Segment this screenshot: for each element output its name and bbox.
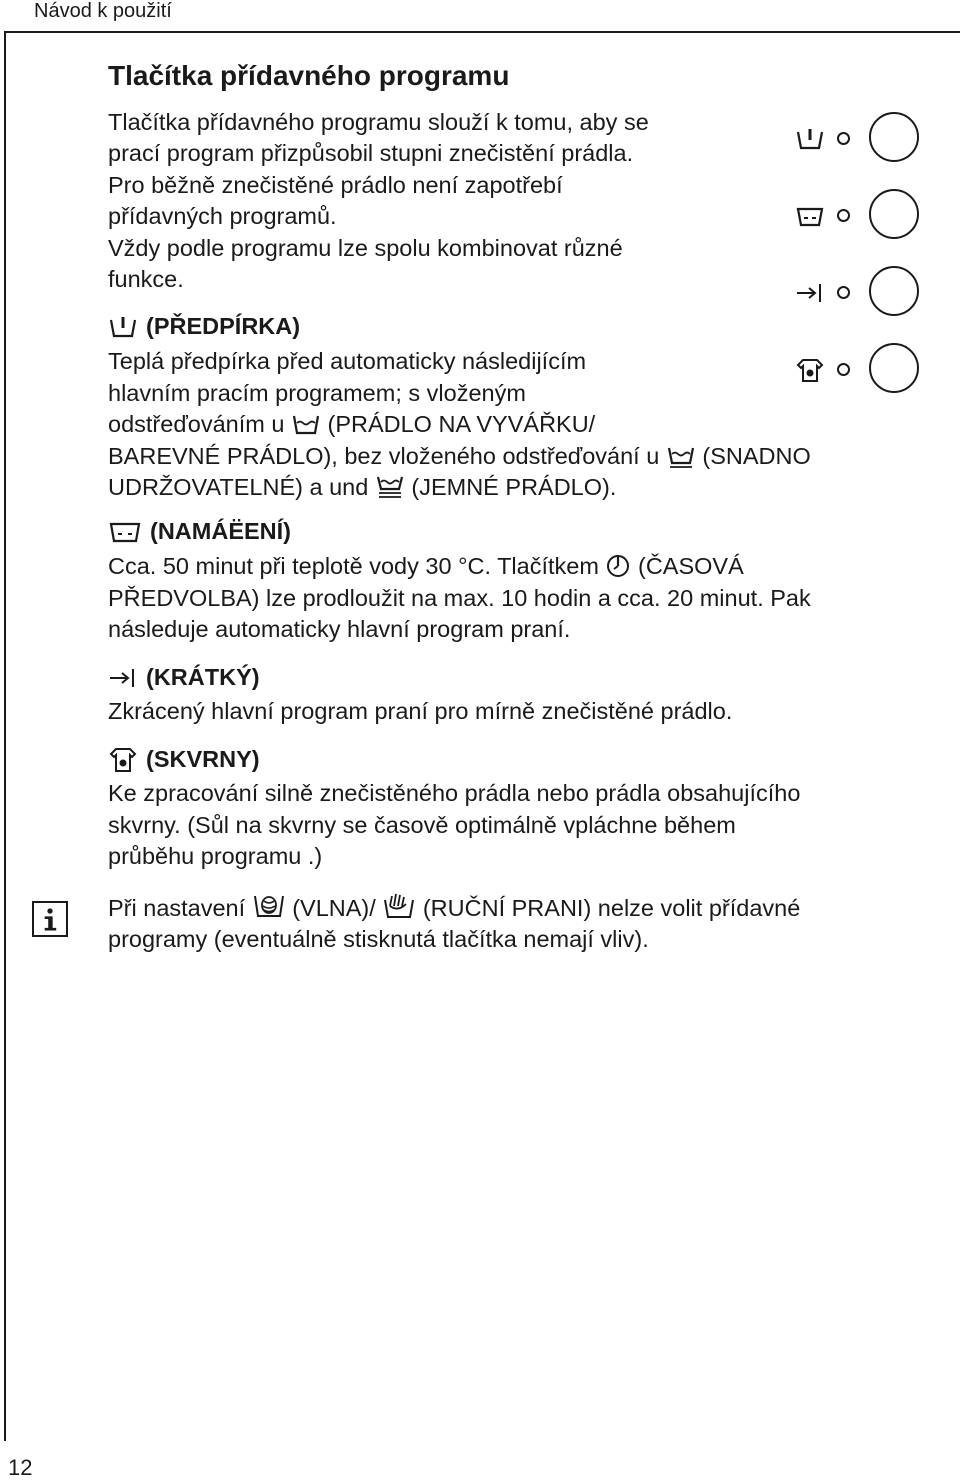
soak-title: (NAMÁËENÍ) (150, 518, 291, 544)
frame-left-rule (4, 31, 6, 1441)
short-title: (KRÁTKÝ) (146, 664, 260, 690)
intro-line: přídavných programů. (108, 203, 337, 230)
info-icon (32, 901, 68, 937)
soak-text: Cca. 50 minut při teplotě vody 30 °C. Tlačítkem (108, 553, 599, 580)
section-title: Tlačítka přídavného programu (108, 60, 510, 91)
wash-tub-delicate-icon (375, 473, 405, 499)
prewash-line (108, 441, 923, 472)
soak-section (108, 516, 923, 646)
soak-line: následuje automaticky hlavní program praní. (108, 616, 571, 643)
soak-line (108, 551, 923, 582)
soak-text: (ČASOVÁ (638, 553, 744, 580)
stain-line: skvrny. (Sůl na skvrny se časově optimálně vpláchne během (108, 811, 736, 838)
soak-icon (108, 519, 142, 545)
hand-wash-icon (382, 892, 416, 920)
page-header: Návod k použití (34, 0, 172, 22)
wool-icon (252, 892, 286, 920)
page-number: 12 (8, 1455, 33, 1480)
prewash-title: (PŘEDPÍRKA) (146, 313, 301, 339)
short-button[interactable] (869, 266, 919, 316)
intro-paragraph (108, 107, 768, 295)
timer-clock-icon (605, 552, 631, 578)
short-heading (108, 662, 923, 693)
intro-line: funkce. (108, 266, 184, 293)
note-text: Při nastavení (108, 895, 246, 921)
prewash-line (108, 472, 923, 503)
short-section (108, 662, 923, 728)
intro-line: Vždy podle programu lze spolu kombinovat různé (108, 234, 623, 261)
note-text: (VLNA)/ (292, 895, 376, 921)
prewash-icon (795, 126, 825, 152)
panel-row-prewash (795, 112, 925, 168)
prewash-heading (108, 311, 923, 342)
prewash-led (837, 132, 850, 145)
prewash-line (108, 409, 923, 440)
panel-row-soak (795, 189, 925, 245)
prewash-text: UDRŽOVATELNÉ) a und (108, 474, 369, 501)
note-text: (RUČNÍ PRANI) nelze volit přídavné (422, 895, 801, 921)
intro-line: prací program přizpůsobil stupni znečistění prádla. (108, 140, 634, 167)
soak-heading (108, 516, 923, 547)
info-note (108, 892, 923, 956)
wash-tub-easycare-icon (666, 444, 696, 468)
stain-line: Ke zpracování silně znečistěného prádla nebo prádla obsahujícího (108, 780, 801, 807)
prewash-text: (JEMNÉ PRÁDLO). (411, 474, 617, 501)
stain-icon (108, 746, 138, 774)
prewash-icon (108, 314, 138, 340)
wash-tub-95-icon (291, 412, 321, 436)
prewash-text: (PRÁDLO NA VYVÁŘKU/ (327, 411, 596, 438)
frame-top-rule (4, 31, 960, 33)
short-icon (795, 280, 825, 306)
prewash-button[interactable] (869, 112, 919, 162)
soak-line: PŘEDVOLBA) lze prodloužit na max. 10 hodin a cca. 20 minut. Pak (108, 584, 811, 611)
stain-section (108, 744, 923, 873)
short-icon (108, 665, 138, 691)
stain-title: (SKVRNY) (146, 746, 260, 772)
short-line: Zkrácený hlavní program praní pro mírně znečistěné prádlo. (108, 698, 733, 725)
soak-led (837, 209, 850, 222)
soak-icon (795, 203, 825, 229)
prewash-text: (SNADNO (702, 442, 811, 469)
prewash-text: odstřeďováním u (108, 411, 285, 438)
intro-line: Pro běžně znečistěné prádlo není zapotřebí (108, 171, 563, 198)
note-line: programy (eventuálně stisknutá tlačítka nemají vliv). (108, 926, 649, 953)
prewash-text: BAREVNÉ PRÁDLO), bez vloženého odstřeďování u (108, 442, 660, 469)
stain-line: průběhu programu .) (108, 843, 323, 870)
intro-line: Tlačítka přídavného programu slouží k tomu, aby se (108, 109, 649, 135)
short-led (837, 286, 850, 299)
prewash-section (108, 311, 923, 503)
note-line (108, 892, 923, 924)
prewash-line: Teplá předpírka před automaticky následijícím (108, 348, 587, 375)
prewash-line: hlavním pracím programem; s vloženým (108, 379, 526, 406)
stain-heading (108, 744, 923, 775)
soak-button[interactable] (869, 189, 919, 239)
